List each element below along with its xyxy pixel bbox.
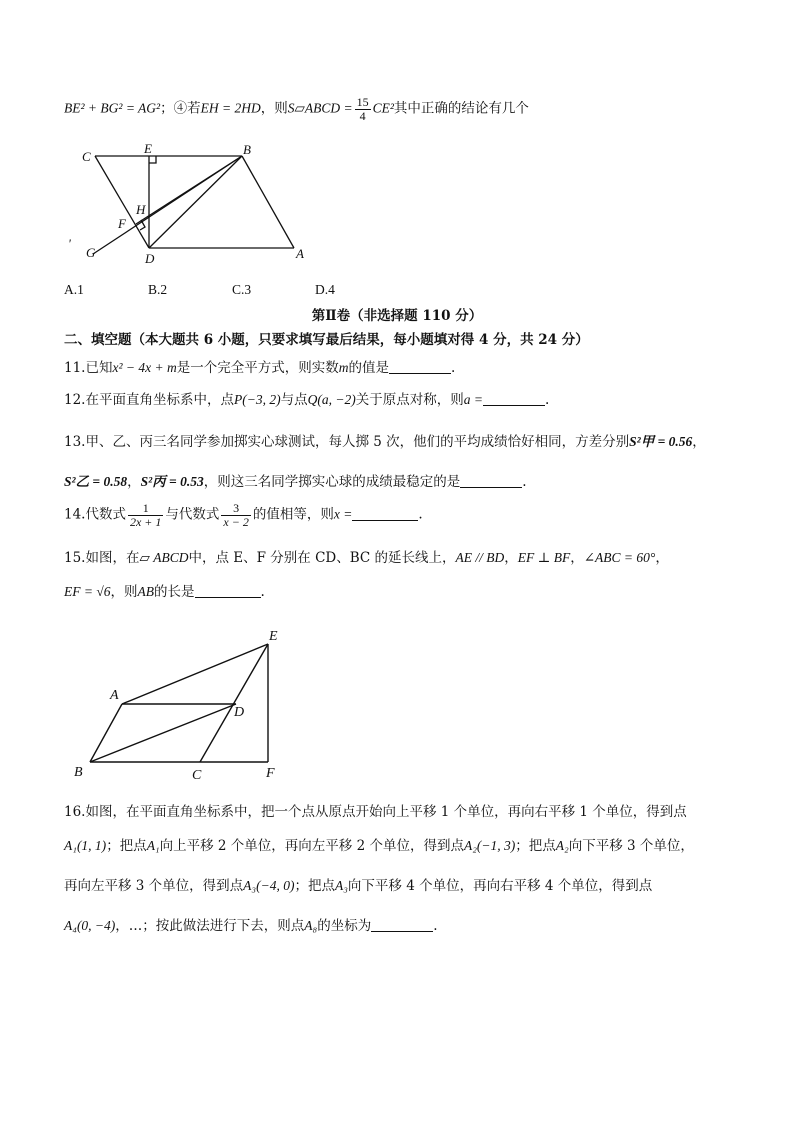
q16-a4: A₄(0, −4) (64, 918, 116, 933)
q12-point-q: Q(a, −2) (307, 392, 356, 407)
q13-s1: S²甲 = 0.56 (629, 434, 693, 449)
q10-option-d: D.4 (315, 282, 335, 297)
q14-answer-blank[interactable] (352, 506, 418, 521)
q10-line (64, 96, 529, 122)
q10-prefix-math: BE² + BG² = AG² (64, 100, 161, 116)
q10-label-h: H (136, 202, 146, 217)
q10-label-f: F (118, 216, 126, 231)
q10-cond-math: EH = 2HD (200, 100, 261, 116)
q10-option-c: C.3 (232, 282, 252, 297)
q13-line2: S²乙 = 0.58，S²丙 = 0.53，则这三名同学掷实心球的成绩最稳定的是 . (64, 474, 527, 490)
q15-label-a: A (110, 688, 119, 703)
q16-line3: 再向左平移 3 个单位，得到点A₃(−4, 0)；把点A₃向下平移 4 个单位，再向右平移 4 个单位，得到点 (64, 878, 653, 894)
q12-answer-blank[interactable] (483, 391, 545, 406)
q15-label-f: F (266, 766, 275, 781)
q10-label-e: E (144, 141, 152, 156)
q10-fraction: $\frac{15}{4}$ (356, 95, 369, 123)
q11: 11.已知x² − 4x + m是一个完全平方式，则实数m的值是 . (64, 360, 456, 376)
q10-part4-lead: ；④若 (160, 100, 201, 117)
q15-line1: 15.如图，在▱ ABCD中，点 E、F 分别在 CD、BC 的延长线上，AE // BD，EF ⊥ BF，∠ABC = 60°， (64, 550, 669, 566)
q15-line2: EF = √6，则AB的长是 . (64, 584, 265, 600)
q15-label-c: C (192, 768, 202, 783)
q13-s2: S²乙 = 0.58 (64, 474, 128, 489)
part2-title: 二、填空题（本大题共 6 小题，只要求填写最后结果，每小题填对得 4 分，共 24 分） (64, 332, 589, 348)
q16-line2: A₁(1, 1)；把点A₁向上平移 2 个单位，再向左平移 2 个单位，得到点A₂(−1, 3)；把点A₂向下平移 3 个单位， (64, 838, 694, 854)
q12-point-p: P(−3, 2) (233, 392, 281, 407)
q11-answer-blank[interactable] (389, 359, 451, 374)
q12: 12.在平面直角坐标系中，点P(−3, 2)与点Q(a, −2)关于原点对称，则a = . (64, 392, 550, 408)
q13-line1: 13.甲、乙、丙三名同学参加掷实心球测试，每人掷 5 次，他们的平均成绩恰好相同，方差分别S²甲 = 0.56， (64, 434, 706, 450)
q10-label-c: C (82, 149, 91, 164)
q15-ef: EF = √6 (64, 584, 111, 599)
q16-answer-blank[interactable] (371, 917, 433, 932)
q10-ce-math: CE² (372, 100, 394, 116)
q10-tick-mark: ' (68, 236, 71, 251)
q10-label-b: B (243, 142, 251, 157)
q15-figure (68, 624, 298, 786)
q15-label-d: D (234, 705, 245, 720)
q15-answer-blank[interactable] (195, 583, 261, 598)
q14-fraction-1: $\frac{1}{2x + 1}$ (129, 501, 162, 529)
q16-a2: A₂(−1, 3) (463, 838, 516, 853)
section2-header: 第Ⅱ卷（非选择题 110 分） (311, 308, 483, 324)
q15-label-b: B (74, 765, 83, 780)
q10-label-d: D (145, 251, 155, 266)
q10-option-a: A.1 (64, 282, 84, 297)
q10-label-a: A (296, 246, 304, 261)
q16-line1: 16.如图，在平面直角坐标系中，把一个点从原点开始向上平移 1 个单位，再向右平移 1 个单位，得到点 (64, 804, 687, 820)
q16-line4: A₄(0, −4)，…；按此做法进行下去，则点A₈的坐标为 . (64, 918, 438, 934)
q16-a1: A₁(1, 1) (64, 838, 107, 853)
q13-answer-blank[interactable] (460, 473, 522, 488)
q10-comma: ，则 (260, 100, 288, 117)
q16-a3: A₃(−4, 0) (243, 878, 295, 893)
q11-math: x² − 4x + m (112, 360, 177, 375)
q14-fraction-2: $\frac{3}{x - 2}$ (223, 501, 249, 529)
q15-parallelogram: ▱ ABCD (139, 550, 189, 565)
q10-figure (60, 138, 320, 268)
q10-label-g: G (86, 245, 96, 260)
q11-var: m (338, 360, 349, 375)
q15-label-e: E (269, 629, 278, 644)
q13-s3: S²丙 = 0.53 (140, 474, 204, 489)
q14: 14.代数式 $\frac{1}{2x + 1}$ 与代数式 $\frac{3}{x - 2}$ 的值相等，则x = . (64, 501, 423, 529)
q10-option-b: B.2 (148, 282, 168, 297)
q10-area-math: S▱ABCD = (287, 100, 353, 116)
q10-tail: 其中正确的结论有几个 (393, 100, 529, 117)
